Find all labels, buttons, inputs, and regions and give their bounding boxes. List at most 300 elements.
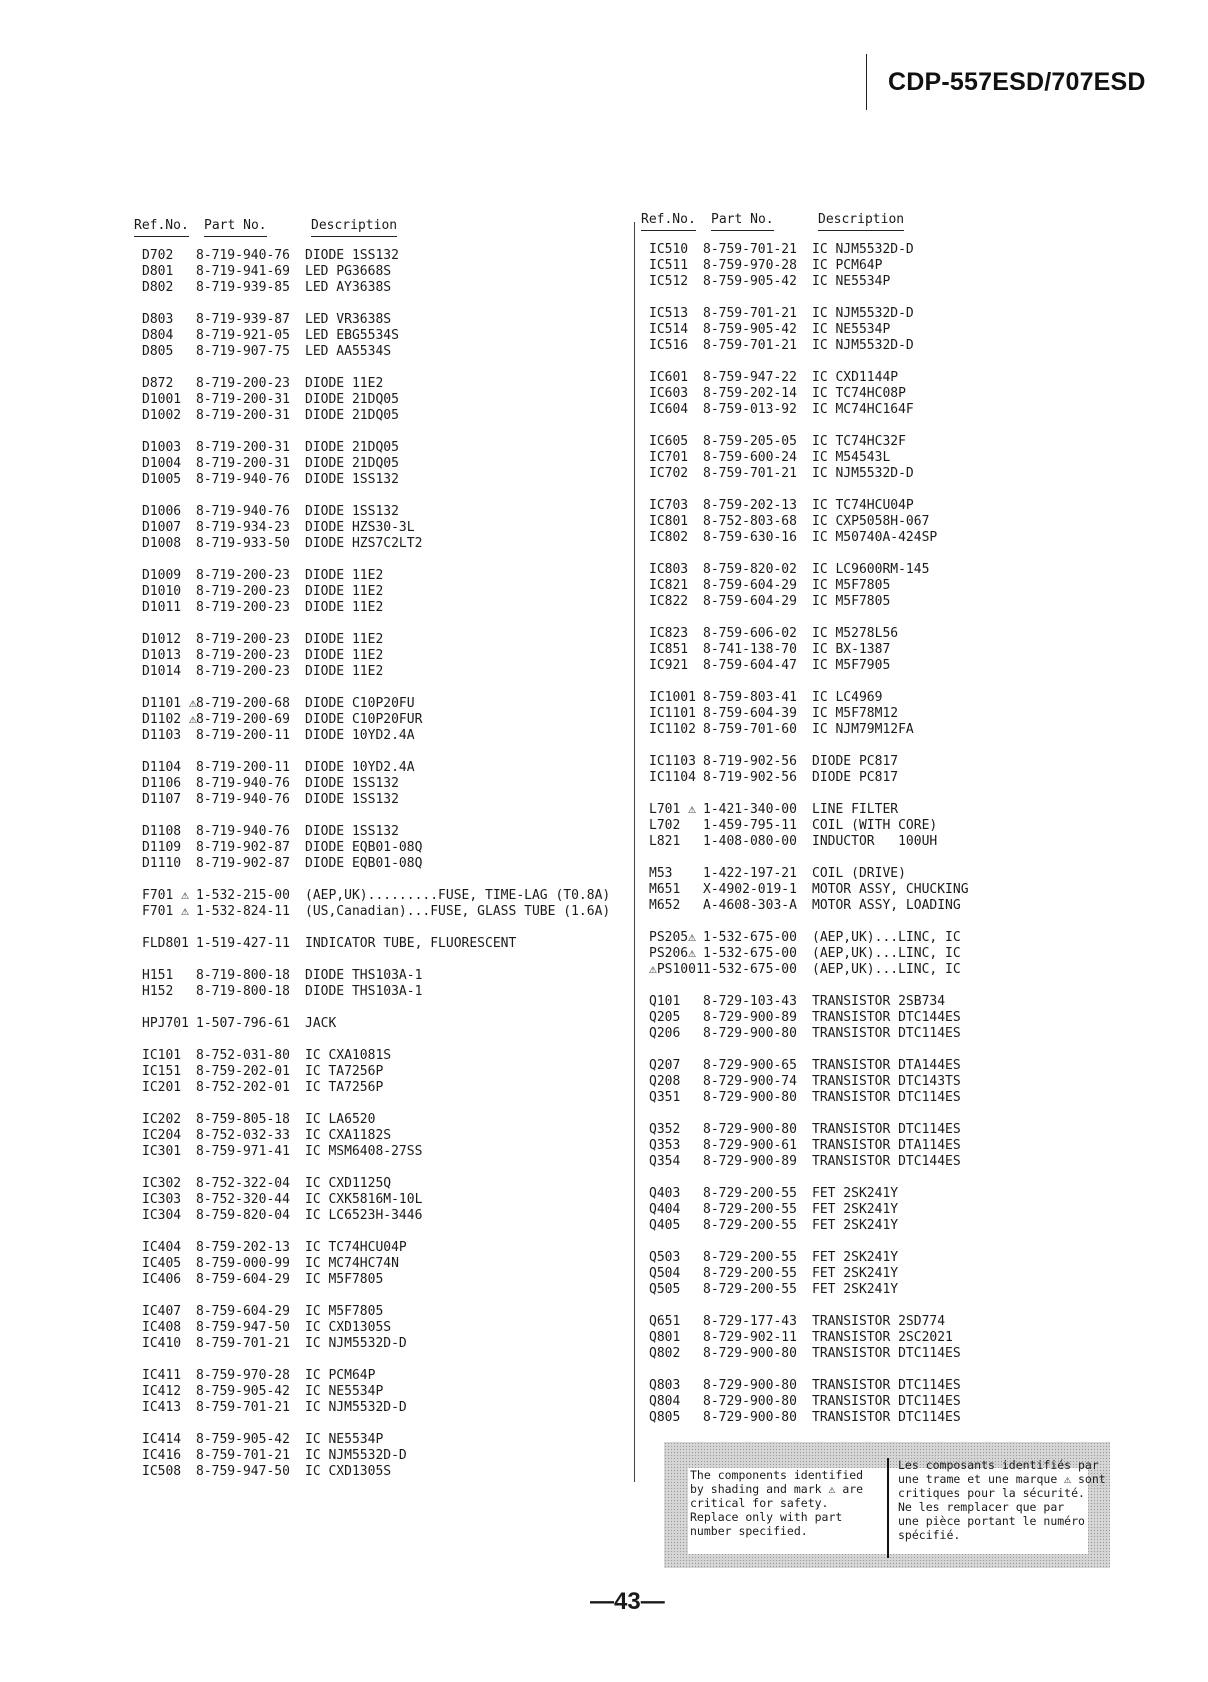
part-no: 1-519-427-11 <box>196 936 290 951</box>
part-group <box>134 1240 634 1288</box>
ref-no: D1011 <box>142 600 182 615</box>
ref-no: Q403 <box>649 1186 681 1201</box>
part-row <box>641 1122 1101 1138</box>
part-row <box>134 248 634 264</box>
part-row <box>641 946 1101 962</box>
part-group <box>641 690 1101 738</box>
ref-no: Q207 <box>649 1058 681 1073</box>
ref-no: D805 <box>142 344 174 359</box>
description: IC PCM64P <box>305 1368 376 1383</box>
description: IC M54543L <box>812 450 891 465</box>
part-row <box>641 402 1101 418</box>
description: DIODE 10YD2.4A <box>305 728 415 743</box>
left-column-header <box>134 218 634 240</box>
ref-no: IC513 <box>649 306 689 321</box>
part-row <box>134 1432 634 1448</box>
safety-note-french: Les composants identifiés par une trame et une marque ⚠ sont critiques pour la sécurité. Ne les remplacer que par une pièce portant le numéro spécifié. <box>898 1458 1106 1542</box>
ref-no: D1007 <box>142 520 182 535</box>
description: IC M5F7805 <box>812 594 891 609</box>
ref-no: IC408 <box>142 1320 182 1335</box>
part-no: 8-729-900-65 <box>703 1058 797 1073</box>
ref-no: H151 <box>142 968 174 983</box>
part-row <box>641 1410 1101 1426</box>
description: DIODE 11E2 <box>305 584 384 599</box>
ref-no: Q208 <box>649 1074 681 1089</box>
description: DIODE 1SS132 <box>305 792 399 807</box>
description: IC MC74HC164F <box>812 402 914 417</box>
part-no: 8-719-939-85 <box>196 280 290 295</box>
part-no: 8-759-970-28 <box>196 1368 290 1383</box>
ref-no-heading: Ref.No. <box>134 218 189 237</box>
ref-no: IC511 <box>649 258 689 273</box>
part-row <box>641 1330 1101 1346</box>
part-row <box>134 648 634 664</box>
ref-no: D1014 <box>142 664 182 679</box>
ref-no: D1013 <box>142 648 182 663</box>
description: DIODE 1SS132 <box>305 776 399 791</box>
ref-no: Q802 <box>649 1346 681 1361</box>
part-no: 8-719-200-23 <box>196 664 290 679</box>
description: IC MC74HC74N <box>305 1256 399 1271</box>
part-no: 8-752-031-80 <box>196 1048 290 1063</box>
description: DIODE PC817 <box>812 754 899 769</box>
column-divider <box>634 222 635 1482</box>
part-row <box>134 392 634 408</box>
part-no: 8-759-905-42 <box>196 1432 290 1447</box>
description-heading: Description <box>818 212 904 231</box>
part-no-heading: Part No. <box>204 218 267 237</box>
part-row <box>134 536 634 552</box>
safety-note-separator <box>887 1458 889 1558</box>
description: IC CXA1081S <box>305 1048 392 1063</box>
part-row <box>641 274 1101 290</box>
ref-no: IC151 <box>142 1064 182 1079</box>
ref-no: IC510 <box>649 242 689 257</box>
model-title: CDP-557ESD/707ESD <box>888 68 1146 96</box>
part-group <box>641 802 1101 850</box>
ref-no: L702 <box>649 818 681 833</box>
description: IC CXA1182S <box>305 1128 392 1143</box>
part-no: 8-729-900-80 <box>703 1378 797 1393</box>
part-no: 8-719-940-76 <box>196 824 290 839</box>
part-no: 1-532-824-11 <box>196 904 290 919</box>
ref-no: IC1102 <box>649 722 696 737</box>
description: INDUCTOR 100UH <box>812 834 938 849</box>
part-no: 8-759-600-24 <box>703 450 797 465</box>
part-no: 1-507-796-61 <box>196 1016 290 1031</box>
ref-no: D804 <box>142 328 174 343</box>
right-column-header <box>641 212 1101 234</box>
part-no: 8-759-630-16 <box>703 530 797 545</box>
part-row <box>641 1378 1101 1394</box>
part-no: 8-719-800-18 <box>196 968 290 983</box>
part-row <box>134 1336 634 1352</box>
part-row <box>641 514 1101 530</box>
ref-no: IC204 <box>142 1128 182 1143</box>
part-group <box>134 1016 634 1032</box>
part-row <box>641 498 1101 514</box>
part-row <box>134 728 634 744</box>
part-row <box>641 1266 1101 1282</box>
ref-no: IC851 <box>649 642 689 657</box>
part-no: 8-729-900-80 <box>703 1090 797 1105</box>
part-row <box>641 802 1101 818</box>
part-group <box>134 824 634 872</box>
ref-no: IC1104 <box>649 770 696 785</box>
part-row <box>641 1218 1101 1234</box>
description: IC LC6523H-3446 <box>305 1208 423 1223</box>
left-parts-list <box>134 248 634 1480</box>
part-no: 8-759-701-21 <box>703 466 797 481</box>
part-no: 1-421-340-00 <box>703 802 797 817</box>
part-row <box>641 898 1101 914</box>
part-row <box>641 818 1101 834</box>
part-row <box>641 1202 1101 1218</box>
description: TRANSISTOR DTC114ES <box>812 1026 961 1041</box>
description: TRANSISTOR DTC114ES <box>812 1378 961 1393</box>
part-no: 8-719-200-23 <box>196 568 290 583</box>
description: TRANSISTOR DTC114ES <box>812 1090 961 1105</box>
part-no: 8-759-604-29 <box>196 1272 290 1287</box>
description: DIODE THS103A-1 <box>305 984 423 999</box>
part-row <box>134 584 634 600</box>
description: IC NJM5532D-D <box>305 1400 407 1415</box>
description: IC NE5534P <box>812 322 891 337</box>
part-row <box>134 520 634 536</box>
part-no: 8-719-907-75 <box>196 344 290 359</box>
ref-no: F701 ⚠ <box>142 904 189 919</box>
part-group <box>134 888 634 920</box>
part-row <box>134 1112 634 1128</box>
ref-no: PS206⚠ <box>649 946 696 961</box>
part-row <box>641 1346 1101 1362</box>
part-no: 8-759-971-41 <box>196 1144 290 1159</box>
part-row <box>641 386 1101 402</box>
part-row <box>641 1090 1101 1106</box>
part-row <box>641 626 1101 642</box>
ref-no: HPJ701 <box>142 1016 189 1031</box>
ref-no: D1104 <box>142 760 182 775</box>
part-row <box>134 264 634 280</box>
description: IC TC74HC32F <box>812 434 906 449</box>
part-no: 8-759-604-29 <box>703 578 797 593</box>
ref-no: L821 <box>649 834 681 849</box>
part-group <box>641 498 1101 546</box>
description: IC NJM5532D-D <box>305 1448 407 1463</box>
description: TRANSISTOR 2SC2021 <box>812 1330 953 1345</box>
description: IC PCM64P <box>812 258 883 273</box>
part-row <box>134 1448 634 1464</box>
part-row <box>134 792 634 808</box>
ref-no: IC405 <box>142 1256 182 1271</box>
part-row <box>641 770 1101 786</box>
description: DIODE 1SS132 <box>305 248 399 263</box>
part-no: 8-759-803-41 <box>703 690 797 705</box>
part-no: 8-719-800-18 <box>196 984 290 999</box>
part-row <box>641 722 1101 738</box>
description: IC NJM5532D-D <box>812 466 914 481</box>
part-row <box>134 1240 634 1256</box>
part-no: 8-759-970-28 <box>703 258 797 273</box>
part-no: 8-719-940-76 <box>196 472 290 487</box>
part-no: 8-729-200-55 <box>703 1266 797 1281</box>
ref-no: D1005 <box>142 472 182 487</box>
part-row <box>641 1074 1101 1090</box>
ref-no: D1012 <box>142 632 182 647</box>
description: TRANSISTOR DTC114ES <box>812 1394 961 1409</box>
ref-no: IC603 <box>649 386 689 401</box>
description: IC MSM6408-27SS <box>305 1144 423 1159</box>
part-group <box>134 1368 634 1416</box>
ref-no: ⚠PS1001 <box>649 962 704 977</box>
description: JACK <box>305 1016 337 1031</box>
ref-no: Q206 <box>649 1026 681 1041</box>
part-group <box>134 248 634 296</box>
description: DIODE 1SS132 <box>305 824 399 839</box>
ref-no: H152 <box>142 984 174 999</box>
part-no: 8-729-900-80 <box>703 1026 797 1041</box>
ref-no: IC1001 <box>649 690 696 705</box>
description: IC NE5534P <box>812 274 891 289</box>
ref-no: IC516 <box>649 338 689 353</box>
ref-no: Q504 <box>649 1266 681 1281</box>
part-no: 8-729-200-55 <box>703 1186 797 1201</box>
part-no: 8-729-900-89 <box>703 1154 797 1169</box>
ref-no: IC803 <box>649 562 689 577</box>
safety-note-english: The components identified by shading and mark ⚠ are critical for safety. Replace only with part number specified. <box>690 1468 864 1538</box>
safety-note-box <box>664 1442 1110 1568</box>
part-row <box>641 530 1101 546</box>
part-row <box>134 1208 634 1224</box>
part-no: 8-719-200-23 <box>196 600 290 615</box>
part-row <box>641 1250 1101 1266</box>
ref-no: IC406 <box>142 1272 182 1287</box>
part-row <box>641 866 1101 882</box>
ref-no: IC416 <box>142 1448 182 1463</box>
ref-no: D1010 <box>142 584 182 599</box>
part-group <box>641 866 1101 914</box>
description: TRANSISTOR DTC114ES <box>812 1122 961 1137</box>
description: IC M5F78M12 <box>812 706 899 721</box>
description: INDICATOR TUBE, FLUORESCENT <box>305 936 517 951</box>
description: IC CXP5058H-067 <box>812 514 930 529</box>
part-no: 8-759-604-29 <box>703 594 797 609</box>
ref-no: Q101 <box>649 994 681 1009</box>
description: LED AY3638S <box>305 280 392 295</box>
part-no: 8-729-900-80 <box>703 1346 797 1361</box>
ref-no: D1006 <box>142 504 182 519</box>
part-row <box>134 664 634 680</box>
part-row <box>134 1304 634 1320</box>
ref-no: IC823 <box>649 626 689 641</box>
part-row <box>134 1320 634 1336</box>
part-row <box>134 280 634 296</box>
ref-no: D1009 <box>142 568 182 583</box>
ref-no: D1110 <box>142 856 182 871</box>
part-row <box>134 408 634 424</box>
part-group <box>641 1122 1101 1170</box>
part-row <box>134 968 634 984</box>
part-no: 8-759-947-50 <box>196 1320 290 1335</box>
part-no: 8-759-604-29 <box>196 1304 290 1319</box>
description: DIODE C10P20FUR <box>305 712 423 727</box>
part-group <box>134 504 634 552</box>
ref-no: D1004 <box>142 456 182 471</box>
description: DIODE 21DQ05 <box>305 392 399 407</box>
right-parts-column <box>641 212 1101 1442</box>
description: LINE FILTER <box>812 802 899 817</box>
part-no: 8-752-320-44 <box>196 1192 290 1207</box>
ref-no: Q354 <box>649 1154 681 1169</box>
part-row <box>134 472 634 488</box>
part-row <box>641 1154 1101 1170</box>
part-row <box>641 706 1101 722</box>
part-row <box>641 322 1101 338</box>
description: IC LA6520 <box>305 1112 376 1127</box>
part-row <box>641 962 1101 978</box>
ref-no: IC413 <box>142 1400 182 1415</box>
ref-no: D1001 <box>142 392 182 407</box>
part-group <box>134 1432 634 1480</box>
part-row <box>134 1080 634 1096</box>
part-no: 8-752-803-68 <box>703 514 797 529</box>
part-row <box>134 1048 634 1064</box>
ref-no: IC605 <box>649 434 689 449</box>
ref-no: IC410 <box>142 1336 182 1351</box>
part-group <box>641 1186 1101 1234</box>
description: DIODE 11E2 <box>305 648 384 663</box>
ref-no-heading: Ref.No. <box>641 212 696 231</box>
ref-no: Q804 <box>649 1394 681 1409</box>
part-group <box>641 994 1101 1042</box>
part-no: 8-729-900-61 <box>703 1138 797 1153</box>
part-row <box>134 776 634 792</box>
description: DIODE 11E2 <box>305 568 384 583</box>
part-row <box>641 1010 1101 1026</box>
description: IC NJM5532D-D <box>812 242 914 257</box>
part-no: 8-719-939-87 <box>196 312 290 327</box>
ref-no: Q353 <box>649 1138 681 1153</box>
ref-no: IC801 <box>649 514 689 529</box>
ref-no: Q405 <box>649 1218 681 1233</box>
part-row <box>134 824 634 840</box>
part-row <box>134 936 634 952</box>
description: IC TC74HCU04P <box>812 498 914 513</box>
description: (US,Canadian)...FUSE, GLASS TUBE (1.6A) <box>305 904 611 919</box>
description: IC NJM5532D-D <box>812 338 914 353</box>
part-group <box>134 1176 634 1224</box>
part-row <box>641 882 1101 898</box>
ref-no: IC514 <box>649 322 689 337</box>
part-no: 8-759-604-39 <box>703 706 797 721</box>
description: IC TA7256P <box>305 1064 384 1079</box>
part-no: 8-719-200-31 <box>196 392 290 407</box>
description: TRANSISTOR DTA114ES <box>812 1138 961 1153</box>
description: FET 2SK241Y <box>812 1218 899 1233</box>
part-group <box>641 242 1101 290</box>
description: IC NE5534P <box>305 1384 384 1399</box>
part-no: 8-759-905-42 <box>703 274 797 289</box>
part-no: 8-729-900-80 <box>703 1410 797 1425</box>
ref-no: L701 ⚠ <box>649 802 696 817</box>
ref-no: F701 ⚠ <box>142 888 189 903</box>
description: IC M5F7905 <box>812 658 891 673</box>
part-row <box>134 760 634 776</box>
description: DIODE 11E2 <box>305 632 384 647</box>
part-no: 8-759-205-05 <box>703 434 797 449</box>
ref-no: IC411 <box>142 1368 182 1383</box>
part-row <box>641 690 1101 706</box>
ref-no: D702 <box>142 248 174 263</box>
part-no: 8-759-905-42 <box>196 1384 290 1399</box>
part-row <box>641 994 1101 1010</box>
description: (AEP,UK)...LINC, IC <box>812 930 961 945</box>
part-no: 8-719-902-87 <box>196 840 290 855</box>
part-group <box>641 626 1101 674</box>
part-group <box>134 760 634 808</box>
description: DIODE EQB01-08Q <box>305 840 423 855</box>
part-no: 8-719-940-76 <box>196 248 290 263</box>
part-no: 8-719-940-76 <box>196 792 290 807</box>
part-group <box>134 1048 634 1096</box>
description: IC M50740A-424SP <box>812 530 938 545</box>
ref-no: D1108 <box>142 824 182 839</box>
part-group <box>641 434 1101 482</box>
part-no: 8-719-200-23 <box>196 632 290 647</box>
header-rule <box>866 54 867 110</box>
part-no: 8-719-940-76 <box>196 776 290 791</box>
ref-no: D1102 ⚠ <box>142 712 197 727</box>
ref-no: Q803 <box>649 1378 681 1393</box>
part-group <box>134 968 634 1000</box>
part-row <box>134 504 634 520</box>
part-no: 8-759-701-21 <box>196 1448 290 1463</box>
description: TRANSISTOR 2SB734 <box>812 994 946 1009</box>
ref-no: IC301 <box>142 1144 182 1159</box>
part-group <box>134 632 634 680</box>
description: TRANSISTOR DTC143TS <box>812 1074 961 1089</box>
description: IC NJM79M12FA <box>812 722 914 737</box>
ref-no: PS205⚠ <box>649 930 696 945</box>
ref-no: IC1103 <box>649 754 696 769</box>
part-group <box>641 1378 1101 1426</box>
ref-no: D1008 <box>142 536 182 551</box>
part-no: 8-729-200-55 <box>703 1250 797 1265</box>
description: IC LC4969 <box>812 690 883 705</box>
description: LED VR3638S <box>305 312 392 327</box>
part-row <box>134 904 634 920</box>
ref-no: IC702 <box>649 466 689 481</box>
ref-no: IC404 <box>142 1240 182 1255</box>
description: TRANSISTOR DTC144ES <box>812 1154 961 1169</box>
part-no: 1-532-215-00 <box>196 888 290 903</box>
ref-no: IC1101 <box>649 706 696 721</box>
description: DIODE 10YD2.4A <box>305 760 415 775</box>
description: DIODE EQB01-08Q <box>305 856 423 871</box>
part-no: 8-759-947-22 <box>703 370 797 385</box>
description: LED AA5534S <box>305 344 392 359</box>
ref-no: D801 <box>142 264 174 279</box>
part-row <box>134 696 634 712</box>
part-no: 1-532-675-00 <box>703 962 797 977</box>
part-row <box>641 306 1101 322</box>
part-no: 8-759-820-04 <box>196 1208 290 1223</box>
description: IC NJM5532D-D <box>812 306 914 321</box>
part-no: 8-729-902-11 <box>703 1330 797 1345</box>
part-no: 8-759-701-21 <box>703 242 797 257</box>
part-no: 1-422-197-21 <box>703 866 797 881</box>
part-row <box>641 1282 1101 1298</box>
